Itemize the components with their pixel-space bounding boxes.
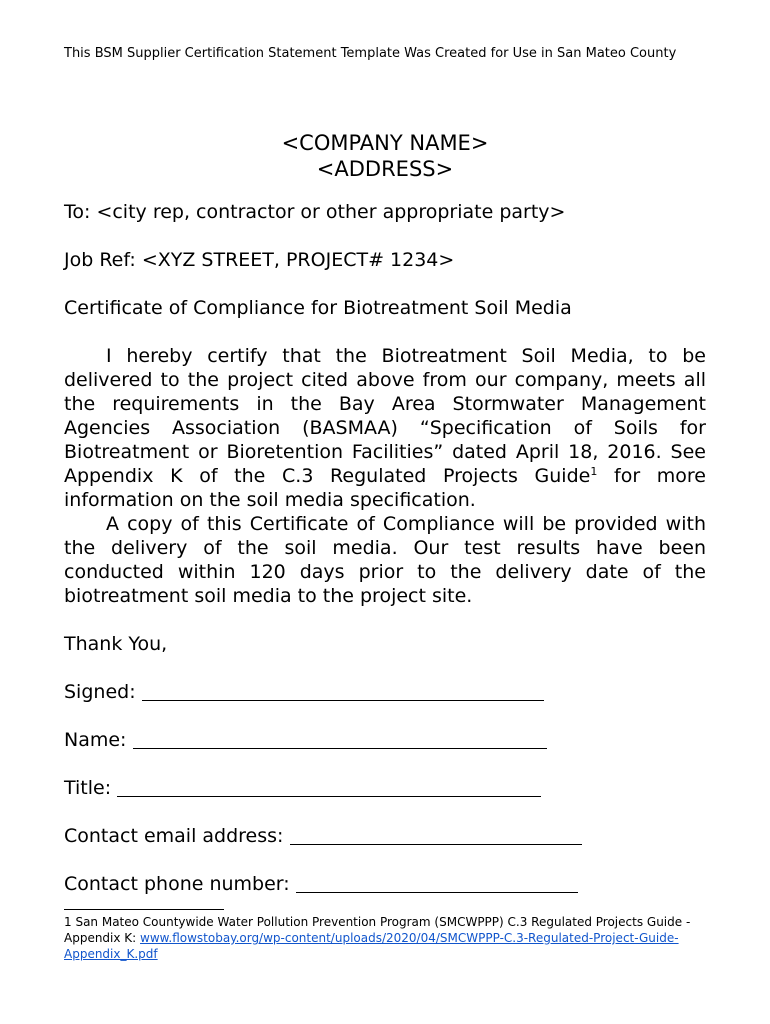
phone-label: Contact phone number:	[64, 873, 296, 895]
footnote-marker: 1	[590, 465, 598, 478]
email-blank[interactable]	[290, 824, 582, 845]
job-ref-line: Job Ref: <XYZ STREET, PROJECT# 1234>	[64, 249, 455, 271]
company-name: <COMPANY NAME>	[281, 131, 489, 155]
phone-blank[interactable]	[296, 872, 578, 893]
email-field	[64, 824, 582, 848]
certification-paragraph-1	[64, 344, 706, 512]
certification-body	[64, 344, 706, 608]
signed-field	[64, 680, 544, 704]
name-field	[64, 728, 547, 752]
footnote-divider	[64, 909, 224, 910]
footnote-link[interactable]: www.flowstobay.org/wp-content/uploads/2020/04/SMCWPPP-C.3-Regulated-Project-Guide-Appendix_K.pdf	[64, 931, 679, 961]
thank-you: Thank You,	[64, 633, 168, 655]
header-note: This BSM Supplier Certification Statement Template Was Created for Use in San Mateo County	[64, 46, 677, 61]
signed-label: Signed:	[64, 681, 142, 703]
footnote-text: 1 San Mateo Countywide Water Pollution Prevention Program (SMCWPPP) C.3 Regulated Projects Guide - Appendix K:	[64, 915, 691, 945]
phone-field	[64, 872, 578, 896]
paragraph-1-text: I hereby certify that the Biotreatment Soil Media, to be delivered to the project cited above from our company, meets all the requirements in the Bay Area Stormwater Management Agencies Association (BASMAA) “Specification of Soils for Biotreatment or Bioretention Facilities” dated April 18, 2016. See Appendix K of the C.3 Regulated Projects Guide	[64, 345, 706, 487]
signed-blank[interactable]	[142, 680, 544, 701]
title-label: Title:	[64, 777, 118, 799]
email-label: Contact email address:	[64, 825, 290, 847]
footnote	[64, 914, 704, 962]
company-address: <ADDRESS>	[316, 157, 454, 181]
title-blank[interactable]	[117, 776, 541, 797]
name-label: Name:	[64, 729, 133, 751]
name-blank[interactable]	[133, 728, 547, 749]
paragraph-1-tail: for more information on the soil media specification.	[64, 465, 706, 511]
certificate-title: Certificate of Compliance for Biotreatment Soil Media	[64, 297, 572, 319]
title-field	[64, 776, 541, 800]
to-line: To: <city rep, contractor or other appropriate party>	[64, 201, 566, 223]
certification-paragraph-2: A copy of this Certificate of Compliance will be provided with the delivery of the soil media. Our test results have been conducted within 120 days prior to the delivery date of the biotreatment soil media to the project site.	[64, 513, 706, 607]
